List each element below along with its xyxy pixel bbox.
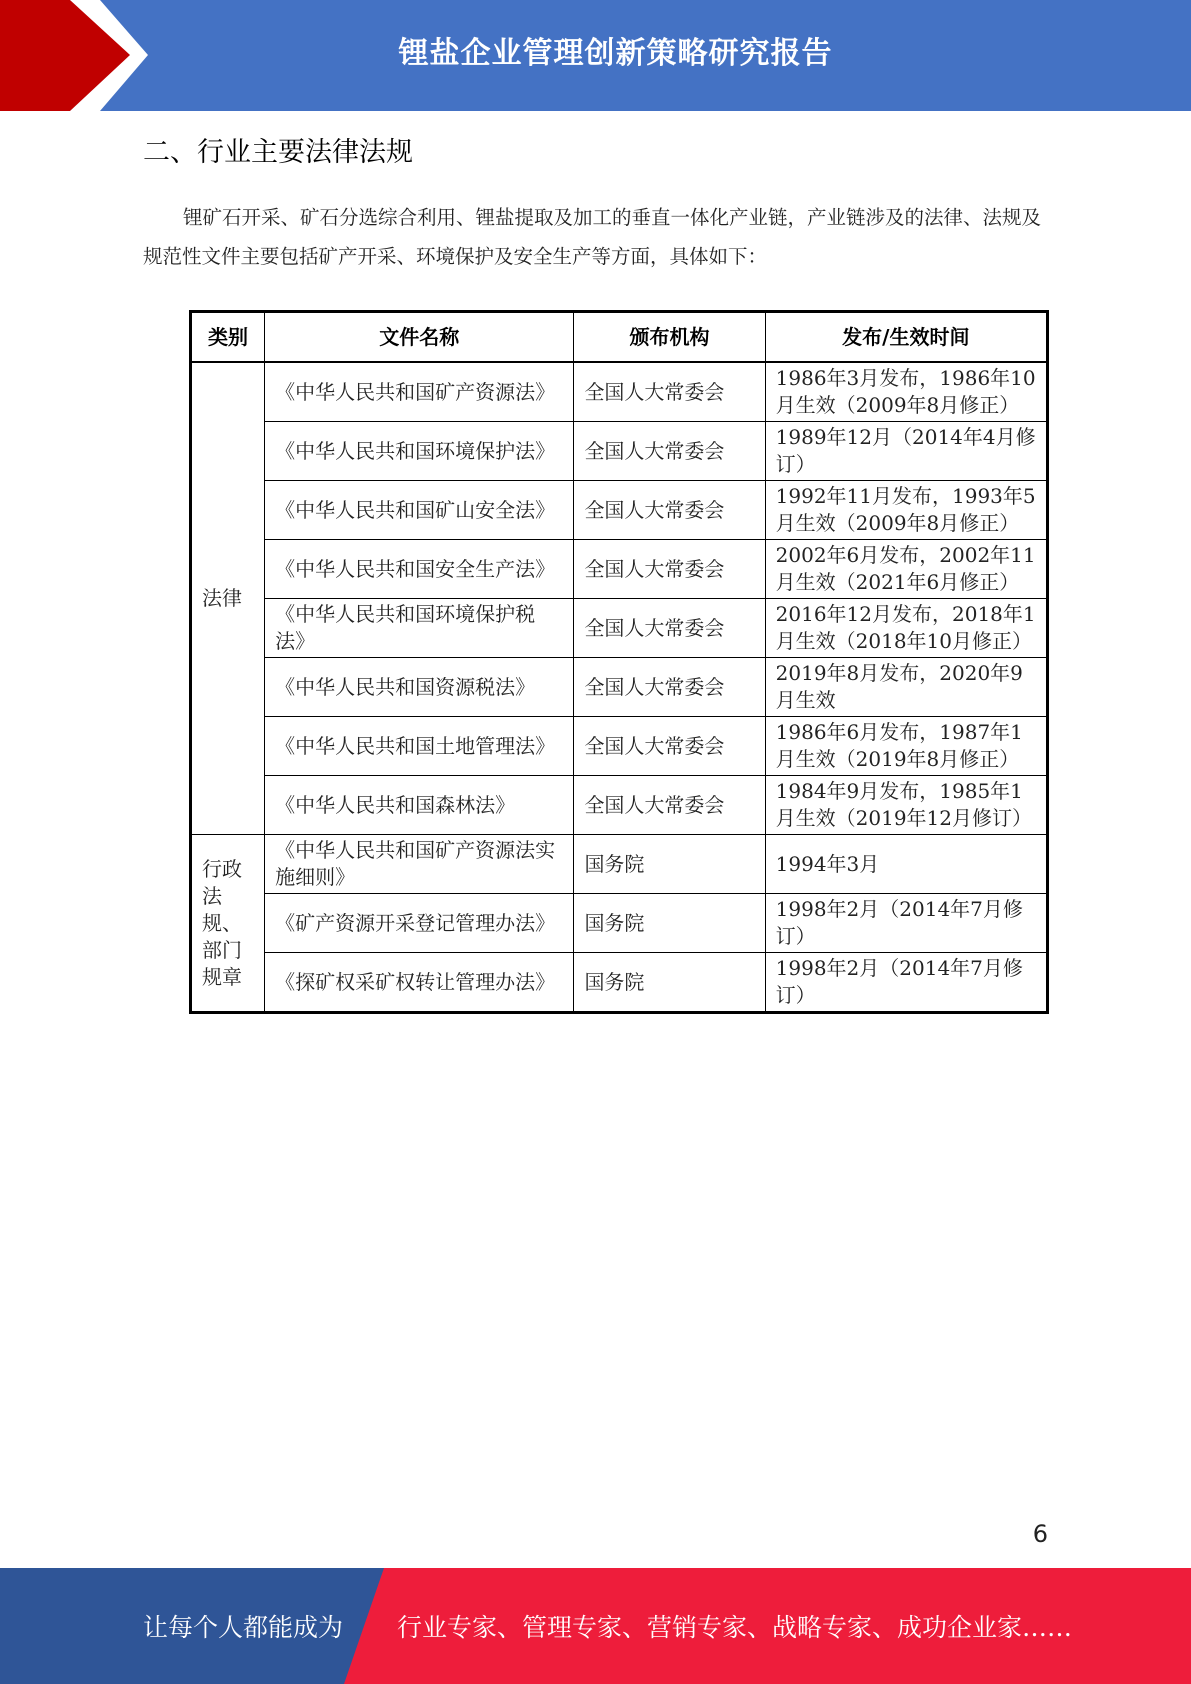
table-row <box>191 776 1048 835</box>
document-name: 《中华人民共和国安全生产法》 <box>265 540 574 599</box>
issuing-body: 全国人大常委会 <box>574 481 765 540</box>
document-name: 《矿产资源开采登记管理办法》 <box>265 894 574 953</box>
date-info: 1986年3月发布，1986年10月生效（2009年8月修正） <box>765 362 1047 422</box>
document-name: 《中华人民共和国资源税法》 <box>265 658 574 717</box>
issuing-body: 全国人大常委会 <box>574 717 765 776</box>
header-date: 发布/生效时间 <box>765 312 1047 363</box>
table-row <box>191 422 1048 481</box>
issuing-body: 全国人大常委会 <box>574 776 765 835</box>
table-header-row <box>191 312 1048 363</box>
document-name: 《中华人民共和国土地管理法》 <box>265 717 574 776</box>
date-info: 2002年6月发布，2002年11月生效（2021年6月修正） <box>765 540 1047 599</box>
date-info: 1984年9月发布，1985年1月生效（2019年12月修订） <box>765 776 1047 835</box>
header-banner <box>0 0 1191 111</box>
document-name: 《中华人民共和国矿产资源法》 <box>265 362 574 422</box>
date-info: 1986年6月发布，1987年1月生效（2019年8月修正） <box>765 717 1047 776</box>
date-info: 2016年12月发布，2018年1月生效（2018年10月修正） <box>765 599 1047 658</box>
issuing-body: 国务院 <box>574 894 765 953</box>
footer-slogan-right: 行业专家、管理专家、营销专家、战略专家、成功企业家…… <box>397 1613 1073 1642</box>
issuing-body: 国务院 <box>574 953 765 1013</box>
table-row <box>191 362 1048 422</box>
date-info: 2019年8月发布，2020年9月生效 <box>765 658 1047 717</box>
table-row <box>191 835 1048 894</box>
table-row <box>191 953 1048 1013</box>
issuing-body: 全国人大常委会 <box>574 362 765 422</box>
table-row <box>191 894 1048 953</box>
footer-slogan-left: 让每个人都能成为 <box>143 1613 344 1642</box>
page-number: 6 <box>1032 1520 1048 1548</box>
section-title: 二、行业主要法律法规 <box>143 137 413 168</box>
category-cell: 法律 <box>191 362 265 835</box>
category-cell: 行政法规、部门规章 <box>191 835 265 1013</box>
table-row <box>191 599 1048 658</box>
date-info: 1998年2月（2014年7月修订） <box>765 953 1047 1013</box>
header-issuing-body: 颁布机构 <box>574 312 765 363</box>
date-info: 1992年11月发布，1993年5月生效（2009年8月修正） <box>765 481 1047 540</box>
issuing-body: 全国人大常委会 <box>574 599 765 658</box>
header-category: 类别 <box>191 312 265 363</box>
report-title: 锂盐企业管理创新策略研究报告 <box>398 36 833 71</box>
table-row <box>191 717 1048 776</box>
document-name: 《中华人民共和国森林法》 <box>265 776 574 835</box>
document-name: 《中华人民共和国矿产资源法实施细则》 <box>265 835 574 894</box>
intro-paragraph: 锂矿石开采、矿石分选综合利用、锂盐提取及加工的垂直一体化产业链，产业链涉及的法律、法规及规范性文件主要包括矿产开采、环境保护及安全生产等方面，具体如下： <box>143 206 1042 268</box>
date-info: 1994年3月 <box>765 835 1047 894</box>
issuing-body: 国务院 <box>574 835 765 894</box>
document-name: 《中华人民共和国环境保护法》 <box>265 422 574 481</box>
table-row <box>191 540 1048 599</box>
document-name: 《中华人民共和国矿山安全法》 <box>265 481 574 540</box>
header-document-name: 文件名称 <box>265 312 574 363</box>
footer-banner <box>0 1568 1191 1684</box>
issuing-body: 全国人大常委会 <box>574 422 765 481</box>
date-info: 1998年2月（2014年7月修订） <box>765 894 1047 953</box>
date-info: 1989年12月（2014年4月修订） <box>765 422 1047 481</box>
document-name: 《探矿权采矿权转让管理办法》 <box>265 953 574 1013</box>
table-row <box>191 658 1048 717</box>
issuing-body: 全国人大常委会 <box>574 658 765 717</box>
laws-table <box>189 310 1049 1014</box>
issuing-body: 全国人大常委会 <box>574 540 765 599</box>
table-row <box>191 481 1048 540</box>
document-name: 《中华人民共和国环境保护税法》 <box>265 599 574 658</box>
